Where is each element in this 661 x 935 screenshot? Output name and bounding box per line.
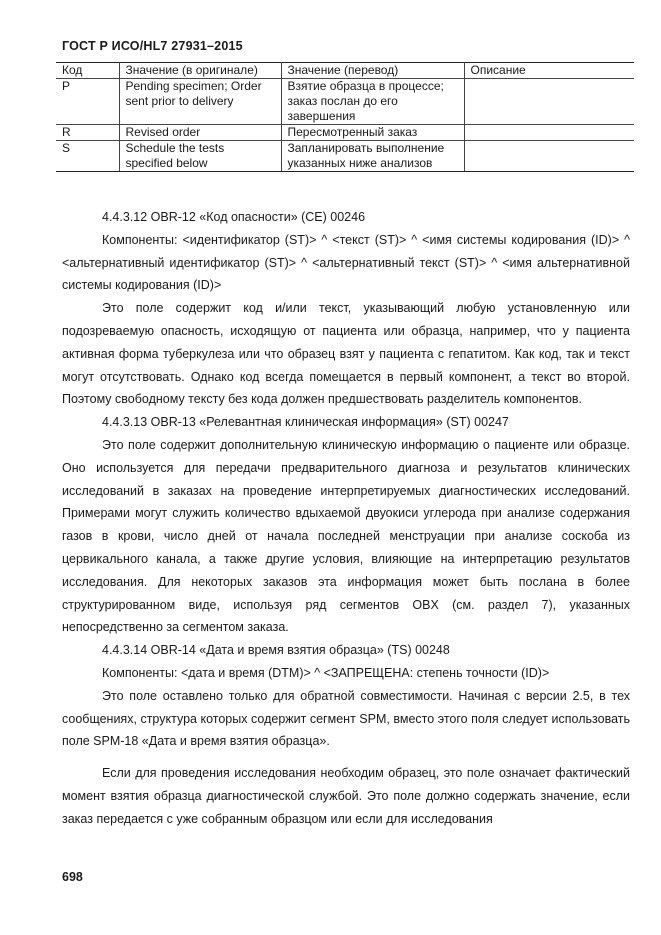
table-row [56, 141, 634, 172]
cell-code: P [56, 79, 119, 125]
cell-description [464, 125, 634, 141]
cell-original: Pending specimen; Order sent prior to delivery [119, 79, 281, 125]
column-header-code: Код [56, 63, 119, 79]
column-header-translation: Значение (перевод) [281, 63, 464, 79]
cell-description [464, 79, 634, 125]
paragraph-components-obr-14: Компоненты: <дата и время (DTM)> ^ <ЗАПРЕЩЕНА: степень точности (ID)> [102, 665, 550, 680]
section-heading-obr-12: 4.4.3.12 OBR-12 «Код опасности» (CE) 00246 [102, 210, 366, 224]
table-row [56, 125, 634, 141]
table-header-row [56, 63, 634, 79]
paragraph-obr-14-compatibility: Это поле оставлено только для обратной совместимости. Начиная с версии 2.5, в тех сообщениях, структура которых содержит сегмент SPM, вместо этого поля следует использовать поле SPM-18 «Дата и время взятия образца». [62, 688, 630, 749]
cell-code: S [56, 141, 119, 172]
column-header-original: Значение (в оригинале) [119, 63, 281, 79]
paragraph-obr-12-description: Это поле содержит код и/или текст, указывающий любую установленную или подозреваемую опасность, исходящую от пациента или образца, например, что у пациента активная форма туберкулеза или что образец взят у пациента с гепатитом. Как код, так и текст могут отсутствовать. Однако код всегда помещается в первый компонент, а текст во второй. Поэтому свободному тексту без кода должен предшествовать разделитель компонентов. [62, 301, 630, 407]
paragraph-obr-14-specimen: Если для проведения исследования необходим образец, это поле означает фактический момент взятия образца диагностической службой. Это поле должно содержать значение, если заказ передается с уже собранным образцом или если для исследования [62, 766, 630, 826]
cell-code: R [56, 125, 119, 141]
cell-translation: Запланировать выполнение указанных ниже анализов [281, 141, 464, 172]
section-heading-obr-14: 4.4.3.14 OBR-14 «Дата и время взятия образца» (TS) 00248 [102, 643, 450, 658]
cell-description [464, 141, 634, 172]
document-header: ГОСТ Р ИСО/HL7 27931–2015 [62, 39, 243, 53]
paragraph-components-obr-12: Компоненты: <идентификатор (ST)> ^ <текст (ST)> ^ <имя системы кодирования (ID)> ^ <альтернативный идентификатор (ST)> ^ <альтернативный текст (ST)> ^ <имя альтернативной системы кодирования (ID)> [62, 232, 630, 293]
cell-translation: Взятие образца в процессе; заказ послан до его завершения [281, 79, 464, 125]
code-table [56, 62, 634, 172]
cell-original: Schedule the tests specified below [119, 141, 281, 172]
body-text [62, 206, 630, 831]
paragraph-obr-13-description: Это поле содержит дополнительную клиническую информацию о пациенте или образце. Оно используется для передачи предварительного диагноза и результатов клинических исследований в заказах на проведение интерпретируемых диагностических исследований. Примерами могут служить количество вдыхаемой двуокиси углерода при анализе содержания газов в крови, число дней от начала последней менструации при анализе соскоба из цервикального канала, а также другие условия, влияющие на интерпретацию результатов исследования. Для некоторых заказов эта информация может быть послана в более структурированном виде, используя ряд сегментов OBX (см. раздел 7), указанных непосредственно за сегментом заказа. [62, 437, 630, 635]
cell-original: Revised order [119, 125, 281, 141]
column-header-description: Описание [464, 63, 634, 79]
page-number: 698 [62, 870, 83, 884]
table-row [56, 79, 634, 125]
cell-translation: Пересмотренный заказ [281, 125, 464, 141]
section-heading-obr-13: 4.4.3.13 OBR-13 «Релевантная клиническая информация» (ST) 00247 [102, 415, 509, 430]
